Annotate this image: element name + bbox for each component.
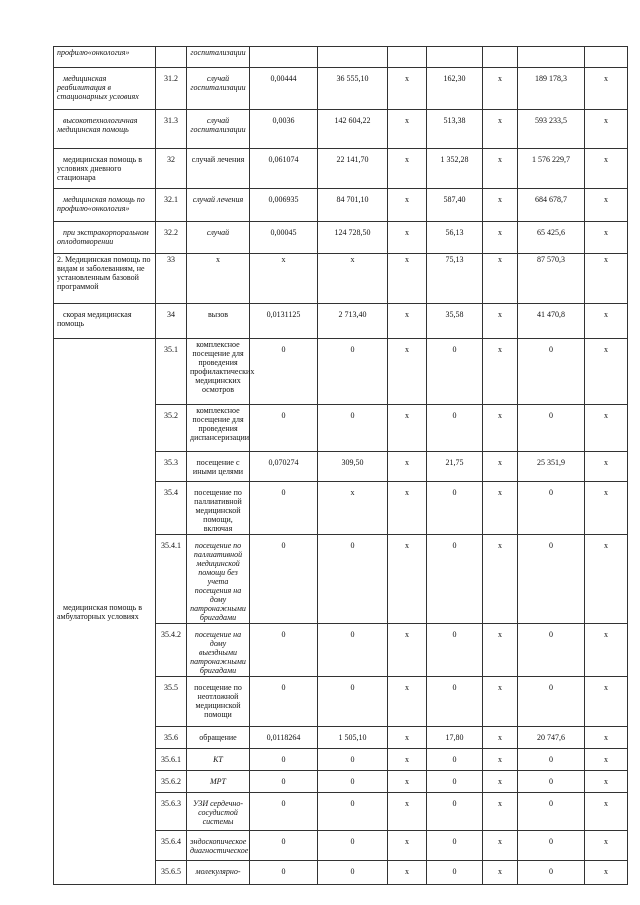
row-per-capita: 0 [427,749,483,771]
row-x2: х [483,68,518,110]
row-x3: х [585,254,628,304]
row-code: 35.6.1 [156,749,187,771]
row-norm: 0 [250,861,318,885]
row-per-capita: 0 [427,482,483,535]
document-page [53,46,627,876]
row-cost: 0 [318,677,388,727]
row-per-capita: 35,58 [427,304,483,339]
row-cost: 2 713,40 [318,304,388,339]
row-unit: комплексное посещение для проведения диспансеризации [187,405,250,452]
row-per-capita: 0 [427,405,483,452]
row-x1: х [388,452,427,482]
row-x1: х [388,677,427,727]
row-x3: х [585,339,628,405]
row-x1: х [388,304,427,339]
row-per-capita: 56,13 [427,222,483,254]
row-x3: х [585,452,628,482]
row-name: высокотехнологичная медицинская помощь [54,110,156,149]
row-code: 32 [156,149,187,189]
row-cost: 0 [318,749,388,771]
row-x2: х [483,749,518,771]
row-cost: 22 141,70 [318,149,388,189]
row-x3: х [585,535,628,624]
row-cost: 0 [318,771,388,793]
row-x1: х [388,535,427,624]
row-x1: х [388,861,427,885]
row-x2: х [483,304,518,339]
row-x3: х [585,727,628,749]
table-row [54,149,628,189]
row-x2: х [483,222,518,254]
row-unit: посещение по паллиативной медицинской помощи без учета посещения на дому патронажными бригадами [187,535,250,624]
row-x1: х [388,149,427,189]
row-unit: обращение [187,727,250,749]
row-x1: х [388,482,427,535]
row-x2: х [483,149,518,189]
row-x1: х [388,68,427,110]
row-code: 35.4.1 [156,535,187,624]
table-row [54,222,628,254]
row-x3: х [585,793,628,831]
row-x1: х [388,222,427,254]
row-code [156,47,187,68]
row-norm: 0,0036 [250,110,318,149]
row-unit: молекулярно- [187,861,250,885]
row-x3: х [585,189,628,222]
row-per-capita: 0 [427,677,483,727]
row-cost: х [318,254,388,304]
row-cost: 142 604,22 [318,110,388,149]
row-total: 20 747,6 [518,727,585,749]
row-code: 35.6.3 [156,793,187,831]
row-code: 35.3 [156,452,187,482]
row-norm: 0 [250,624,318,677]
row-x3: х [585,861,628,885]
row-total: 0 [518,677,585,727]
row-code: 35.1 [156,339,187,405]
row-per-capita: 21,75 [427,452,483,482]
row-per-capita: 162,30 [427,68,483,110]
row-x2: х [483,831,518,861]
row-cost: 0 [318,405,388,452]
row-total: 65 425,6 [518,222,585,254]
row-total: 25 351,9 [518,452,585,482]
row-code: 35.2 [156,405,187,452]
row-x1 [388,47,427,68]
row-x2: х [483,405,518,452]
row-unit: посещение на дому выездными патронажными бригадами [187,624,250,677]
row-cost: 0 [318,535,388,624]
row-total: 0 [518,482,585,535]
row-total: 0 [518,771,585,793]
row-norm: 0 [250,535,318,624]
row-total: 87 570,3 [518,254,585,304]
row-x3: х [585,222,628,254]
row-code: 32.2 [156,222,187,254]
row-cost: 0 [318,793,388,831]
tariff-table [53,46,628,885]
row-name: профилю«онкология» [54,47,156,68]
row-x2: х [483,482,518,535]
row-code: 35.6.2 [156,771,187,793]
row-x2: х [483,624,518,677]
row-norm: 0 [250,749,318,771]
row-total: 0 [518,831,585,861]
table-row [54,110,628,149]
row-code: 34 [156,304,187,339]
row-norm: 0 [250,339,318,405]
row-unit: комплексное посещение для проведения профилактических медицинских осмотров [187,339,250,405]
row-total: 0 [518,624,585,677]
row-per-capita: 0 [427,831,483,861]
row-norm: 0 [250,677,318,727]
row-code: 31.2 [156,68,187,110]
row-unit: случай госпитализации [187,110,250,149]
row-cost: 0 [318,339,388,405]
row-x1: х [388,624,427,677]
row-code: 35.4 [156,482,187,535]
row-per-capita: 0 [427,861,483,885]
table-row [54,339,628,405]
row-total: 684 678,7 [518,189,585,222]
row-code: 32.1 [156,189,187,222]
row-total: 0 [518,535,585,624]
row-x3: х [585,624,628,677]
row-code: 35.5 [156,677,187,727]
row-x2 [483,47,518,68]
row-name: медицинская помощь по профилю«онкология» [54,189,156,222]
table-row [54,254,628,304]
row-x3: х [585,110,628,149]
row-code: 35.6.5 [156,861,187,885]
row-norm: 0 [250,793,318,831]
row-total: 0 [518,749,585,771]
row-code: 35.6 [156,727,187,749]
row-norm: 0,0131125 [250,304,318,339]
row-x1: х [388,771,427,793]
row-per-capita: 0 [427,624,483,677]
row-x3: х [585,677,628,727]
row-total: 0 [518,861,585,885]
row-norm: 0 [250,405,318,452]
row-x1: х [388,749,427,771]
row-cost: 309,50 [318,452,388,482]
row-cost: 0 [318,861,388,885]
row-per-capita: 0 [427,793,483,831]
row-unit: посещение по паллиативной медицинской помощи, включая [187,482,250,535]
row-x3: х [585,482,628,535]
row-x2: х [483,254,518,304]
row-x1: х [388,339,427,405]
row-x3: х [585,149,628,189]
row-unit: КТ [187,749,250,771]
row-x2: х [483,727,518,749]
row-per-capita: 75,13 [427,254,483,304]
table-row [54,189,628,222]
row-total: 1 576 229,7 [518,149,585,189]
row-unit: случай госпитализации [187,68,250,110]
row-unit: посещение по неотложной медицинской помощи [187,677,250,727]
row-x1: х [388,727,427,749]
row-total: 41 470,8 [518,304,585,339]
row-unit: случай лечения [187,149,250,189]
row-unit: УЗИ сердечно-сосудистой системы [187,793,250,831]
row-unit: госпитализации [187,47,250,68]
row-x1: х [388,405,427,452]
row-name: медицинская помощь в условиях дневного стационара [54,149,156,189]
row-x2: х [483,110,518,149]
row-x2: х [483,771,518,793]
row-norm [250,47,318,68]
row-norm: х [250,254,318,304]
row-name: медицинская реабилитация в стационарных условиях [54,68,156,110]
row-cost: х [318,482,388,535]
table-row [54,68,628,110]
row-x2: х [483,861,518,885]
row-per-capita [427,47,483,68]
row-x1: х [388,254,427,304]
row-per-capita: 0 [427,771,483,793]
row-total: 0 [518,405,585,452]
row-total: 0 [518,793,585,831]
row-x3: х [585,68,628,110]
row-name: при экстракорпоральном оплодотворении [54,222,156,254]
row-x1: х [388,831,427,861]
table-row [54,304,628,339]
row-total: 0 [518,339,585,405]
row-x1: х [388,110,427,149]
row-norm: 0,00444 [250,68,318,110]
row-name: скорая медицинская помощь [54,304,156,339]
row-x2: х [483,535,518,624]
row-unit: вызов [187,304,250,339]
row-per-capita: 1 352,28 [427,149,483,189]
row-unit: посещение с иными целями [187,452,250,482]
row-norm: 0,070274 [250,452,318,482]
row-x3: х [585,831,628,861]
row-code: 35.4.2 [156,624,187,677]
row-x3: х [585,405,628,452]
row-norm: 0 [250,482,318,535]
row-code: 33 [156,254,187,304]
row-cost: 0 [318,831,388,861]
group-name: медицинская помощь в амбулаторных условиях [54,339,156,885]
row-per-capita: 587,40 [427,189,483,222]
row-norm: 0,061074 [250,149,318,189]
row-cost: 0 [318,624,388,677]
table-row [54,47,628,68]
row-norm: 0,0118264 [250,727,318,749]
row-code: 35.6.4 [156,831,187,861]
row-norm: 0,006935 [250,189,318,222]
row-unit: эндоскопическое диагностическое [187,831,250,861]
row-x2: х [483,339,518,405]
row-total [518,47,585,68]
row-per-capita: 513,38 [427,110,483,149]
row-x3: х [585,304,628,339]
row-cost: 36 555,10 [318,68,388,110]
row-x2: х [483,677,518,727]
row-name: 2. Медицинская помощь по видам и заболеваниям, не установленным базовой программой [54,254,156,304]
row-cost: 124 728,50 [318,222,388,254]
row-cost [318,47,388,68]
row-total: 593 233,5 [518,110,585,149]
row-norm: 0,00045 [250,222,318,254]
row-unit: х [187,254,250,304]
row-x2: х [483,452,518,482]
row-norm: 0 [250,771,318,793]
row-x3: х [585,749,628,771]
row-x3: х [585,771,628,793]
row-x2: х [483,189,518,222]
row-x1: х [388,189,427,222]
row-code: 31.3 [156,110,187,149]
row-x3 [585,47,628,68]
row-total: 189 178,3 [518,68,585,110]
row-per-capita: 0 [427,535,483,624]
row-norm: 0 [250,831,318,861]
row-cost: 1 505,10 [318,727,388,749]
row-cost: 84 701,10 [318,189,388,222]
row-per-capita: 0 [427,339,483,405]
row-unit: случай [187,222,250,254]
row-x2: х [483,793,518,831]
row-x1: х [388,793,427,831]
row-unit: МРТ [187,771,250,793]
row-per-capita: 17,80 [427,727,483,749]
row-unit: случай лечения [187,189,250,222]
